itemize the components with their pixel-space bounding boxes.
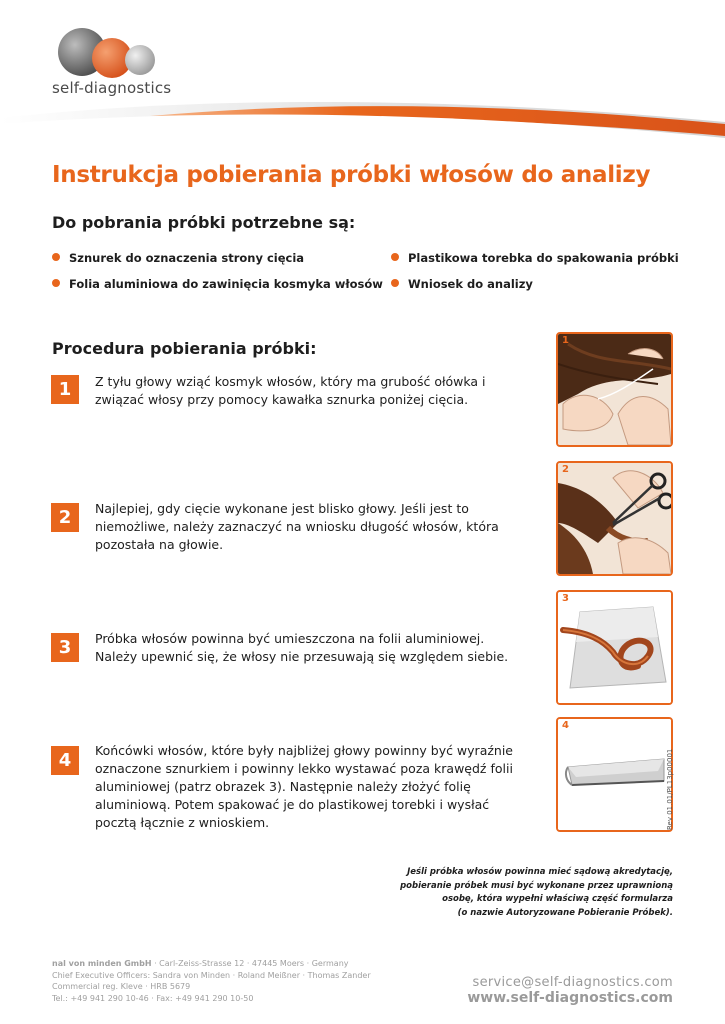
illustration-label: 1 [562,335,569,346]
revision-code: Rev 01.01/PL13p00001 [666,748,674,830]
illustration-1 [556,332,673,447]
requirement-item: Plastikowa torebka do spakowania próbki [391,251,679,265]
footer-website-link[interactable]: www.self-diagnostics.com [467,990,673,1006]
illustration-4 [556,717,673,832]
hair-on-foil-illustration-icon [558,592,671,703]
step-number-2: 2 [51,503,79,532]
step-number-3: 3 [51,633,79,662]
bullet-icon [391,253,399,261]
illustration-label: 3 [562,593,569,604]
footer-address: · Carl-Zeiss-Strasse 12 · 47445 Moers · Germany [151,959,349,968]
procedure-heading: Procedura pobierania próbki: [52,339,317,358]
step-text-3: Próbka włosów powinna być umieszczona na folii aluminiowej. Należy upewnić się, że włosy nie przesuwają się względem siebie. [95,631,509,664]
legal-note: Jeśli próbka włosów powinna mieć sądową akredytację, pobieranie próbek musi być wykonane przez uprawnioną osobę, która wypełni właściwą część formularza (o nazwie Autoryzowane Pobieranie Próbek). [400,867,673,918]
requirements-heading: Do pobrania próbki potrzebne są: [52,213,356,232]
folded-foil-illustration-icon [558,719,671,830]
footer-register: Commercial reg. Kleve · HRB 5679 [52,982,191,991]
requirement-item: Folia aluminiowa do zawinięcia kosmyka włosów [52,277,383,291]
footer-company-info [52,958,371,1004]
requirement-item: Sznurek do oznaczenia strony cięcia [52,251,304,265]
illustration-2 [556,461,673,576]
logo-text: self-diagnostics [52,79,172,97]
illustration-3 [556,590,673,705]
footer-email-link[interactable]: service@self-diagnostics.com [472,975,673,990]
illustration-label: 4 [562,720,569,731]
footer-phone: Tel.: +49 941 290 10-46 · Fax: +49 941 290 10-50 [52,993,254,1003]
step-number-4: 4 [51,746,79,775]
requirement-item: Wniosek do analizy [391,277,533,291]
step-text-4: Końcówki włosów, które były najbliżej głowy powinny być wyraźnie oznaczone sznurkiem i powinny lekko wystawać poza krawędź folii aluminiowej (patrz obrazek 3). Następnie należy złożyć folię aluminiową. Potem spakować je do plastikowej torebki i wysłać pocztą łącznie z wnioskiem. [95,743,513,830]
step-text-2: Najlepiej, gdy cięcie wykonane jest blisko głowy. Jeśli jest to niemożliwe, należy zaznaczyć na wniosku długość włosów, która pozostała na głowie. [95,501,499,552]
footer-officers: Chief Executive Officers: Sandra von Minden · Roland Meißner · Thomas Zander [52,970,371,980]
step-number-1: 1 [51,375,79,404]
page-title: Instrukcja pobierania próbki włosów do analizy [52,162,651,188]
footer-company: nal von minden GmbH [52,959,152,968]
cut-hair-illustration-icon [558,463,671,574]
step-text-1: Z tyłu głowy wziąć kosmyk włosów, który ma grubość ołówka i związać włosy przy pomocy kawałka sznurka poniżej cięcia. [95,374,486,407]
bullet-icon [52,279,60,287]
logo-circles [56,26,160,82]
bullet-icon [391,279,399,287]
illustration-label: 2 [562,464,569,475]
bullet-icon [52,253,60,261]
tie-hair-illustration-icon [558,334,671,445]
